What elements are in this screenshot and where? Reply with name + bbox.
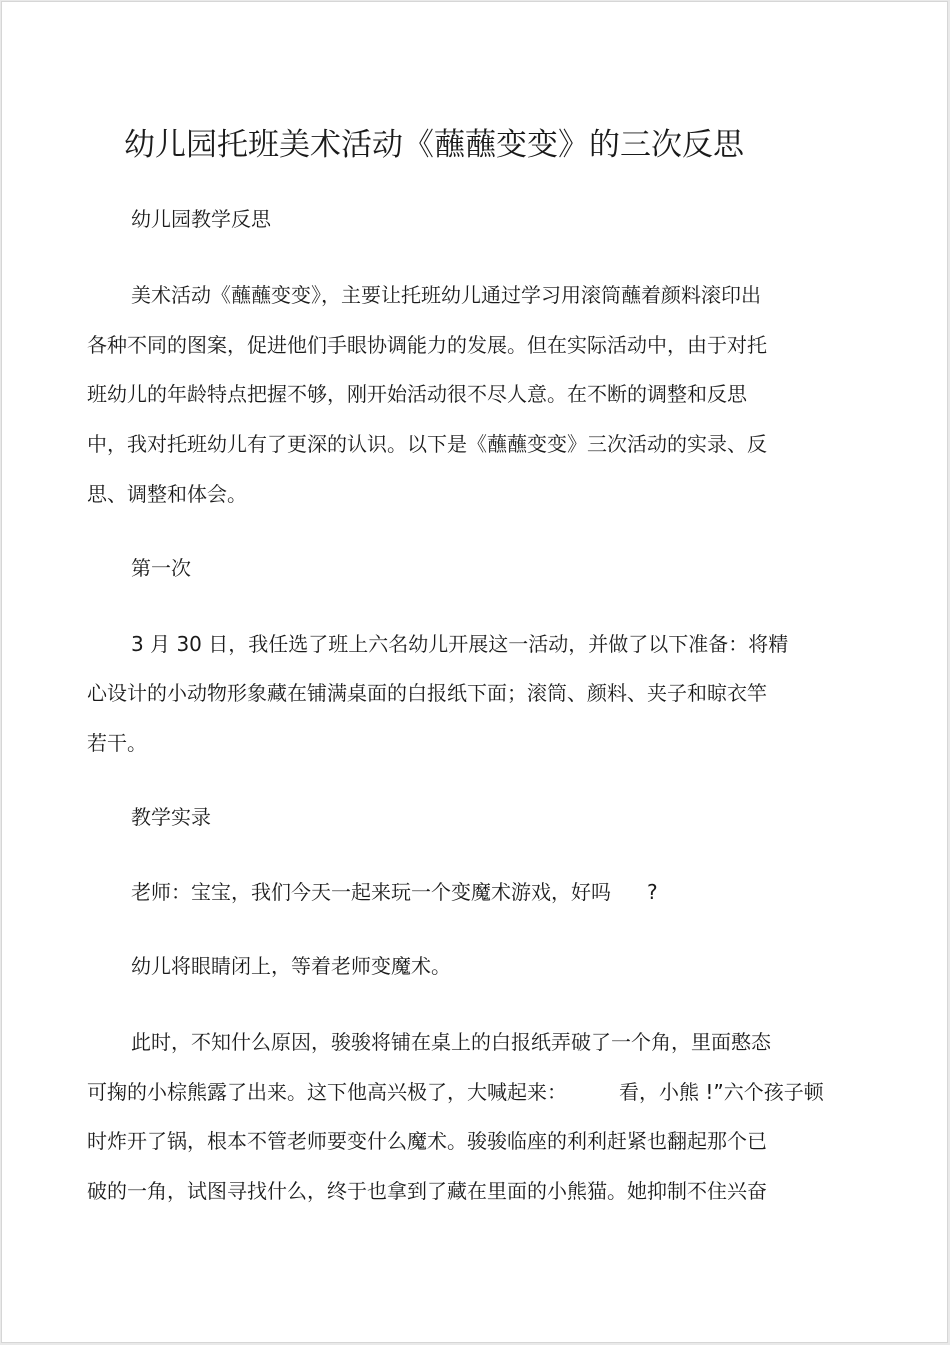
document-page xyxy=(2,2,947,1342)
record-heading: 教学实录 xyxy=(131,805,211,829)
paragraph-fragment: 看，小熊 !”六个孩子顿 xyxy=(619,1080,824,1104)
paragraph-fragment: 可掬的小棕熊露了出来。这下他高兴极了，大喊起来： xyxy=(87,1080,567,1104)
teacher-dialogue-question: ? xyxy=(647,880,658,904)
category-label: 幼儿园教学反思 xyxy=(131,207,271,231)
paragraph-line xyxy=(87,1078,824,1106)
children-action: 幼儿将眼睛闭上，等着老师变魔术。 xyxy=(131,954,451,978)
paragraph-line: 班幼儿的年龄特点把握不够，刚开始活动很不尽人意。在不断的调整和反思 xyxy=(87,382,747,406)
paragraph-line: 各种不同的图案，促进他们手眼协调能力的发展。但在实际活动中，由于对托 xyxy=(87,333,767,357)
paragraph-line: 破的一角，试图寻找什么，终于也拿到了藏在里面的小熊猫。她抑制不住兴奋 xyxy=(87,1179,767,1203)
paragraph-line: 若干。 xyxy=(87,731,147,755)
teacher-dialogue xyxy=(131,878,658,906)
paragraph-line: 思、调整和体会。 xyxy=(87,482,247,506)
paragraph-line: 时炸开了锅，根本不管老师要变什么魔术。骏骏临座的利利赶紧也翻起那个已 xyxy=(87,1129,767,1153)
teacher-dialogue-text: 老师：宝宝，我们今天一起来玩一个变魔术游戏，好吗 xyxy=(131,880,611,904)
paragraph-line: 中，我对托班幼儿有了更深的认识。以下是《蘸蘸变变》三次活动的实录、反 xyxy=(87,432,767,456)
paragraph-line: 心设计的小动物形象藏在铺满桌面的白报纸下面；滚筒、颜料、夹子和晾衣竿 xyxy=(87,681,767,705)
paragraph-line: 此时，不知什么原因，骏骏将铺在桌上的白报纸弄破了一个角，里面憨态 xyxy=(131,1030,771,1054)
section-heading: 第一次 xyxy=(131,556,191,580)
document-title: 幼儿园托班美术活动《蘸蘸变变》的三次反思 xyxy=(124,127,744,163)
paragraph-line: 3 月 30 日，我任选了班上六名幼儿开展这一活动，并做了以下准备：将精 xyxy=(131,632,789,656)
paragraph-line: 美术活动《蘸蘸变变》，主要让托班幼儿通过学习用滚筒蘸着颜料滚印出 xyxy=(131,283,761,307)
